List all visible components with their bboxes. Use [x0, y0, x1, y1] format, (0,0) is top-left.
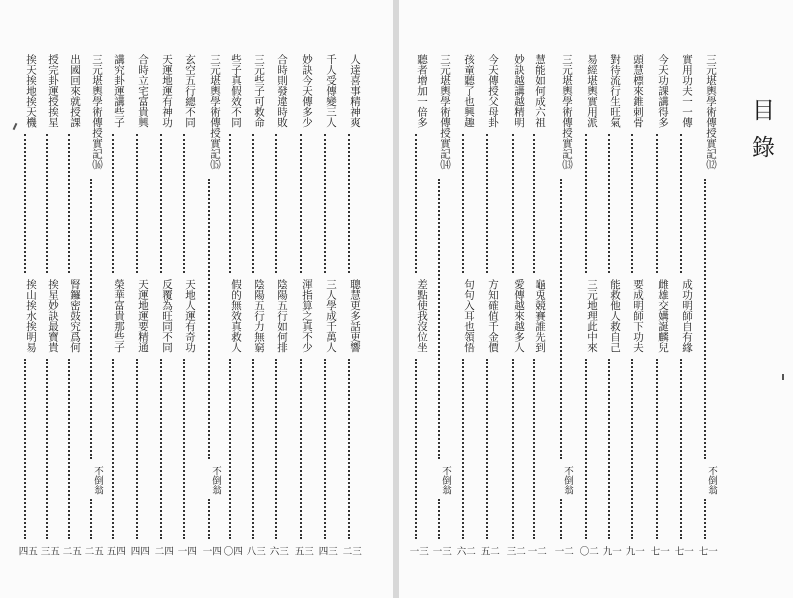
toc-page-number: 二一 [552, 546, 573, 556]
page-heading: 目錄 [748, 98, 774, 172]
toc-leader-dots [348, 134, 350, 273]
toc-leader-dots [208, 179, 210, 459]
toc-page-number: 五二 [60, 546, 81, 556]
toc-page-number: 四四 [128, 546, 149, 556]
toc-leader-dots [486, 134, 488, 273]
toc-leader-dots [656, 134, 658, 273]
toc-leader-dots [90, 179, 92, 459]
toc-page-number: 四二 [152, 546, 173, 556]
toc-entry-title: 聽者增加一倍多 [416, 54, 428, 128]
toc-entry [265, 54, 287, 554]
toc-entry [150, 54, 172, 554]
toc-leader-dots [608, 134, 610, 273]
toc-entry-subtitle: 三人學成千萬人 [325, 279, 337, 353]
toc-leader-dots [680, 359, 682, 539]
toc-page-number: 二三 [504, 546, 525, 556]
toc-page-number: 三一 [430, 546, 451, 556]
toc-leader-dots [229, 359, 231, 539]
toc-leader-dots [68, 359, 70, 539]
toc-entry [621, 54, 643, 554]
toc-entry-subtitle: 天地人運有奇功 [184, 279, 196, 353]
toc-page-number: 三八 [244, 546, 265, 556]
toc-page-number: 四一 [175, 546, 196, 556]
toc-entry [80, 54, 102, 554]
toc-entry [670, 54, 692, 554]
toc-entry [290, 54, 312, 554]
toc-author: 不倒翁 [706, 466, 717, 495]
toc-entry [476, 54, 498, 554]
toc-entry-title: 講究卦運講些子 [113, 54, 125, 128]
toc-leader-dots [704, 499, 706, 539]
toc-leader-dots [438, 179, 440, 459]
toc-page-number: 四一 [200, 546, 221, 556]
toc-leader-dots [533, 134, 535, 273]
toc-entry-subtitle: 能救他人救自己 [609, 279, 621, 353]
toc-leader-dots [275, 359, 277, 539]
toc-page-number: 三六 [267, 546, 288, 556]
toc-leader-dots [208, 499, 210, 539]
toc-page-number: 三一 [407, 546, 428, 556]
toc-leader-dots [46, 134, 48, 273]
toc-leader-dots [324, 359, 326, 539]
toc-entry [405, 54, 427, 554]
toc-entry [58, 54, 80, 554]
toc-leader-dots [252, 359, 254, 539]
toc-entry-title: 今天傳授父母卦 [487, 54, 499, 128]
toc-entry-title: 對待流行生旺氣 [609, 54, 621, 128]
toc-page-number: 五四 [16, 546, 37, 556]
toc-entry-subtitle: 雌雄交媾誕麟兒 [657, 279, 669, 353]
toc-leader-dots [680, 134, 682, 273]
toc-page-number: 二一 [525, 546, 546, 556]
toc-entry [173, 54, 195, 554]
toc-entry [502, 54, 524, 554]
toc-entry [126, 54, 148, 554]
toc-entry-title: 千人受傳變三人 [325, 54, 337, 128]
toc-page-number: 二〇 [577, 546, 598, 556]
toc-entry-title: 慧能如何成六祖 [534, 54, 546, 128]
toc-page-number: 五三 [38, 546, 59, 556]
toc-leader-dots [324, 134, 326, 273]
toc-entry-title: 三元些子可救命 [253, 54, 265, 128]
toc-entry-title: 三元堪輿學術傳授實記⒁ [439, 54, 451, 170]
toc-leader-dots [160, 134, 162, 273]
toc-entry [338, 54, 360, 554]
toc-entry [314, 54, 336, 554]
toc-entry [452, 54, 474, 554]
toc-entry [575, 54, 597, 554]
toc-leader-dots [183, 134, 185, 273]
toc-entry-subtitle: 愛傳越來越多人 [513, 279, 525, 353]
toc-entry [550, 54, 572, 554]
toc-entry-title: 三元堪輿學術傳授實記⑿ [705, 54, 717, 170]
toc-entry-subtitle: 成功明師自有緣 [681, 279, 693, 353]
toc-leader-dots [90, 499, 92, 539]
toc-page-number: 三四 [316, 546, 337, 556]
toc-author: 不倒翁 [210, 466, 221, 495]
toc-page-number: 一七 [648, 546, 669, 556]
toc-entry-title: 頭慧標來錐刺骨 [632, 54, 644, 128]
toc-entry-subtitle: 差點使我沒位坐 [416, 279, 428, 353]
toc-page-number: 四〇 [221, 546, 242, 556]
toc-entry-title: 三元堪輿學術傳授實記⒃ [91, 54, 103, 170]
toc-entry-title: 今天功課講得多 [657, 54, 669, 128]
toc-entry-title: 出國回來就授課 [69, 54, 81, 128]
toc-entry-subtitle: 陰陽五行如何排 [276, 279, 288, 353]
toc-page-number: 三二 [340, 546, 361, 556]
toc-leader-dots [300, 359, 302, 539]
toc-page-number: 一九 [623, 546, 644, 556]
toc-entry-title: 妙訣越講越精明 [513, 54, 525, 128]
toc-entry [242, 54, 264, 554]
toc-entry-subtitle: 榮華富貴那些子 [113, 279, 125, 353]
toc-leader-dots [512, 134, 514, 273]
toc-leader-dots [348, 359, 350, 539]
toc-leader-dots [160, 359, 162, 539]
toc-entry-title: 玄空五行總不同 [184, 54, 196, 128]
toc-entry [219, 54, 241, 554]
toc-leader-dots [608, 359, 610, 539]
toc-entry-title: 授完卦運授挨星 [47, 54, 59, 128]
toc-entry-title: 實用功夫一一傳 [681, 54, 693, 128]
toc-entry-subtitle: 三元地理此中來 [586, 279, 598, 353]
toc-entry-title: 天運地運有神功 [161, 54, 173, 128]
toc-leader-dots [24, 134, 26, 273]
toc-entry [694, 54, 716, 554]
toc-page-number: 四五 [104, 546, 125, 556]
toc-entry-title: 挨天挨地挨天機 [25, 54, 37, 128]
toc-leader-dots [533, 359, 535, 539]
toc-page-number: 一七 [696, 546, 717, 556]
toc-entry [36, 54, 58, 554]
toc-entry-subtitle: 天運地運要精通 [137, 279, 149, 353]
toc-entry [598, 54, 620, 554]
toc-page-number: 三五 [292, 546, 313, 556]
toc-leader-dots [560, 499, 562, 539]
toc-leader-dots [300, 134, 302, 273]
toc-entry-subtitle: 腎鑼密鼓究爲何 [69, 279, 81, 353]
toc-entry [646, 54, 668, 554]
toc-entry-subtitle: 方知確值千金價 [487, 279, 499, 353]
toc-page-number: 二五 [478, 546, 499, 556]
toc-leader-dots [462, 359, 464, 539]
toc-entry-title: 易經堪輿實用派 [586, 54, 598, 128]
toc-entry-title: 合時則發違時敗 [276, 54, 288, 128]
toc-entry-subtitle: 龜兎競賽誰先到 [534, 279, 546, 353]
toc-leader-dots [631, 359, 633, 539]
toc-author: 不倒翁 [440, 466, 451, 495]
toc-entry-subtitle: 挨山挨水挨明易 [25, 279, 37, 353]
toc-leader-dots [68, 134, 70, 273]
toc-leader-dots [585, 359, 587, 539]
toc-leader-dots [462, 134, 464, 273]
toc-entry-title: 孩童聽了也興趣 [463, 54, 475, 128]
toc-leader-dots [656, 359, 658, 539]
toc-page-number: 五二 [82, 546, 103, 556]
toc-leader-dots [183, 359, 185, 539]
toc-leader-dots [275, 134, 277, 273]
scan-mark [782, 374, 784, 380]
toc-entry-subtitle: 反覆為旺同不同 [161, 279, 173, 353]
toc-page-number: 二六 [454, 546, 475, 556]
toc-entry-subtitle: 聰慧更多話更響 [349, 279, 361, 353]
toc-entry-title: 三元堪輿學術傳授實記⒀ [561, 54, 573, 170]
toc-entry-subtitle: 渾指算之真不少 [301, 279, 313, 353]
toc-entry-title: 三元堪輿學術傳授實記⒂ [209, 54, 221, 170]
toc-page-number: 一七 [672, 546, 693, 556]
toc-leader-dots [46, 359, 48, 539]
toc-leader-dots [136, 359, 138, 539]
toc-leader-dots [560, 179, 562, 459]
toc-entry-subtitle: 句句入耳也領悟 [463, 279, 475, 353]
toc-leader-dots [112, 359, 114, 539]
toc-leader-dots [486, 359, 488, 539]
toc-author: 不倒翁 [562, 466, 573, 495]
toc-entry-title: 合時立宅富貴興 [137, 54, 149, 128]
toc-entry [428, 54, 450, 554]
toc-page-number: 一九 [600, 546, 621, 556]
toc-leader-dots [252, 134, 254, 273]
toc-entry-title: 妙訣今天傳多少 [301, 54, 313, 128]
toc-entry-subtitle: 要成明師下功夫 [632, 279, 644, 353]
toc-leader-dots [136, 134, 138, 273]
book-gutter [393, 0, 399, 598]
toc-leader-dots [631, 134, 633, 273]
toc-leader-dots [438, 499, 440, 539]
toc-entry-title: 些子真假效不同 [230, 54, 242, 128]
toc-entry [14, 54, 36, 554]
toc-leader-dots [704, 179, 706, 459]
toc-leader-dots [229, 134, 231, 273]
toc-leader-dots [24, 359, 26, 539]
toc-entry [523, 54, 545, 554]
toc-author: 不倒翁 [92, 466, 103, 495]
toc-entry-subtitle: 挨星妙訣最寶貴 [47, 279, 59, 353]
toc-leader-dots [585, 134, 587, 273]
toc-entry [102, 54, 124, 554]
toc-entry-subtitle: 陰陽五行力無窮 [253, 279, 265, 353]
toc-leader-dots [112, 134, 114, 273]
toc-entry-title: 人達喜事精神爽 [349, 54, 361, 128]
toc-entry [198, 54, 220, 554]
toc-leader-dots [512, 359, 514, 539]
toc-leader-dots [415, 359, 417, 539]
toc-leader-dots [415, 134, 417, 273]
toc-entry-subtitle: 假的無效真救人 [230, 279, 242, 353]
